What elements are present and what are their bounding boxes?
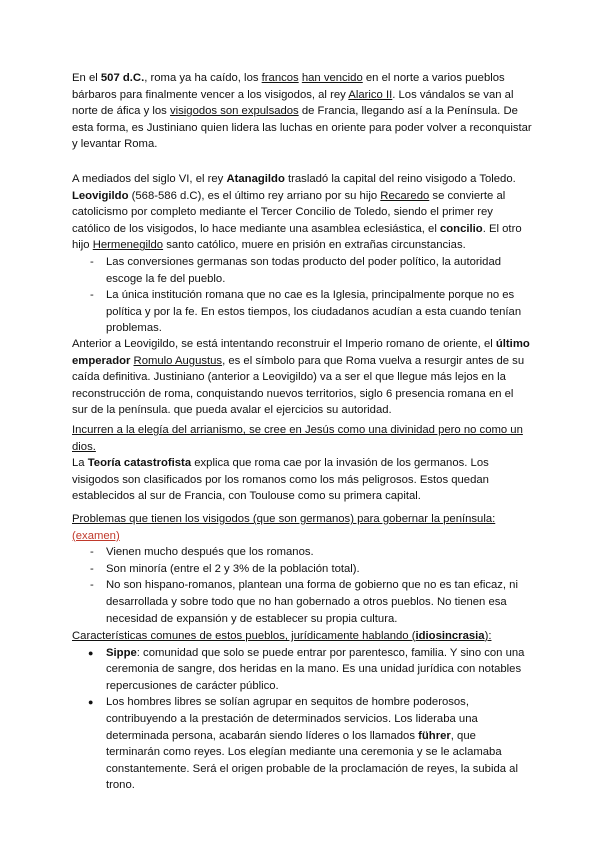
list-item: ● Los hombres libres se solían agrupar en sequitos de hombre poderosos, contribuyendo a la prestación de determinados servicios. Los lideraba una determinada persona, acabarán siendo líderes o los llamados führer, que terminarán como reyes. Los elegían mediante una ceremonia y se le aclamaba constantemente. Será el origen probable de la proclamación de reyes, la subida al trono. <box>72 694 532 794</box>
list-item: - La única institución romana que no cae es la Iglesia, principalmente porque no es política y por la fe. En estos tiempos, los ciudadanos acudían a esta cuando tenían problemas. <box>72 287 532 337</box>
list-item: - Son minoría (entre el 2 y 3% de la población total). <box>72 561 532 578</box>
section-heading-caracteristicas: Características comunes de estos pueblos, jurídicamente hablando (idiosincrasia): <box>72 630 492 642</box>
section-problemas <box>72 511 532 627</box>
section-heading-arrianismo: Incurren a la elegía del arrianismo, se cree en Jesús como una divinidad pero no como un dios. <box>72 424 523 453</box>
list-item: ● Sippe: comunidad que solo se puede entrar por parentesco, familia. Y sino con una ceremonia de sangre, dos heridas en la mano. Es una unidad jurídica con notables repercusiones de carácter público. <box>72 645 532 695</box>
caracteristicas-list <box>72 645 532 794</box>
link-hermenegildo: Hermenegildo <box>92 239 164 252</box>
problemas-list <box>72 544 532 627</box>
link-han-vencido: han vencido <box>301 72 363 84</box>
conversion-list <box>72 254 532 337</box>
link-alarico: Alarico II <box>348 88 393 101</box>
section-heading-problemas: Problemas que tienen los visigodos (que son germanos) para gobernar la península: <box>72 513 496 525</box>
link-romulo-augustus: Romulo Augustus <box>133 354 223 367</box>
link-recaredo: Recaredo <box>380 189 430 202</box>
list-item: - Vienen mucho después que los romanos. <box>72 544 532 561</box>
list-item: - Las conversiones germanas son todas producto del poder político, la autoridad escoge la fe del pueblo. <box>72 254 532 287</box>
exam-tag: (examen) <box>72 529 120 542</box>
paragraph-arrianismo: Incurren a la elegía del arrianismo, se cree en Jesús como una divinidad pero no como un dios. La Teoría catastrofista explica que roma cae por la invasión de los germanos. Los visigodos son clasificados por los romanos como los más peligrosos. Estos quedan establecidos al sur de Francia, con Toulouse como su primera capital. <box>72 422 532 505</box>
paragraph-atanagildo: A mediados del siglo VI, el rey Atanagildo trasladó la capital del reino visigodo a Toledo. Leovigildo (568-586 d.C), es el último rey arriano por su hijo Recaredo se convierte al catolicismo por completo mediante el Tercer Concilio de Toledo, siendo el primer rey católico de los visigodos, lo hace mediante una asamblea eclesiástica, el concilio. El otro hijo Hermenegildo santo católico, muere en prisión en extrañas circunstancias. - Las conversiones germanas son todas producto del poder político, la autoridad escoge la fe del pueblo. - La única institución romana que no cae es la Iglesia, principalmente porque no es política y por la fe. En estos tiempos, los ciudadanos acudían a esta cuando tenían problemas. <box>72 171 532 337</box>
link-visigodos-expulsados: visigodos son expulsados <box>169 105 299 118</box>
section-caracteristicas <box>72 628 532 794</box>
paragraph-507: En el 507 d.C., roma ya ha caído, los francos han vencido en el norte a varios pueblos bárbaros para finalmente vencer a los visigodos, al rey Alarico II. Los vándalos se van al norte de áfica y los visigodos son expulsados de Francia, llegando así a la Península. De esta forma, es Justiniano quien lidera las luchas en oriente para poder volver a reconquistar y levantar Roma. <box>72 72 532 151</box>
list-item: - No son hispano-romanos, plantean una forma de gobierno que no es tan eficaz, ni desarrollada y sobre todo que no han gobernado a otros pueblos. No tienen esa necesidad de expansión y de establecer su propia cultura. <box>72 577 532 627</box>
link-francos: francos <box>261 72 299 84</box>
paragraph-ultimo-emperador: Anterior a Leovigildo, se está intentando reconstruir el Imperio romano de oriente, el último emperador Romulo Augustus, es el símbolo para que Roma vuelva a resurgir antes de su caída definitiva. Justiniano (anterior a Leovigildo) va a ser el que llegue más lejos en la reconstrucción de roma, conquistando nuevos territorios, siglo 6 presencia romana en el sur de la península. que pueda avalar el ejercicios su autoridad. <box>72 338 530 417</box>
